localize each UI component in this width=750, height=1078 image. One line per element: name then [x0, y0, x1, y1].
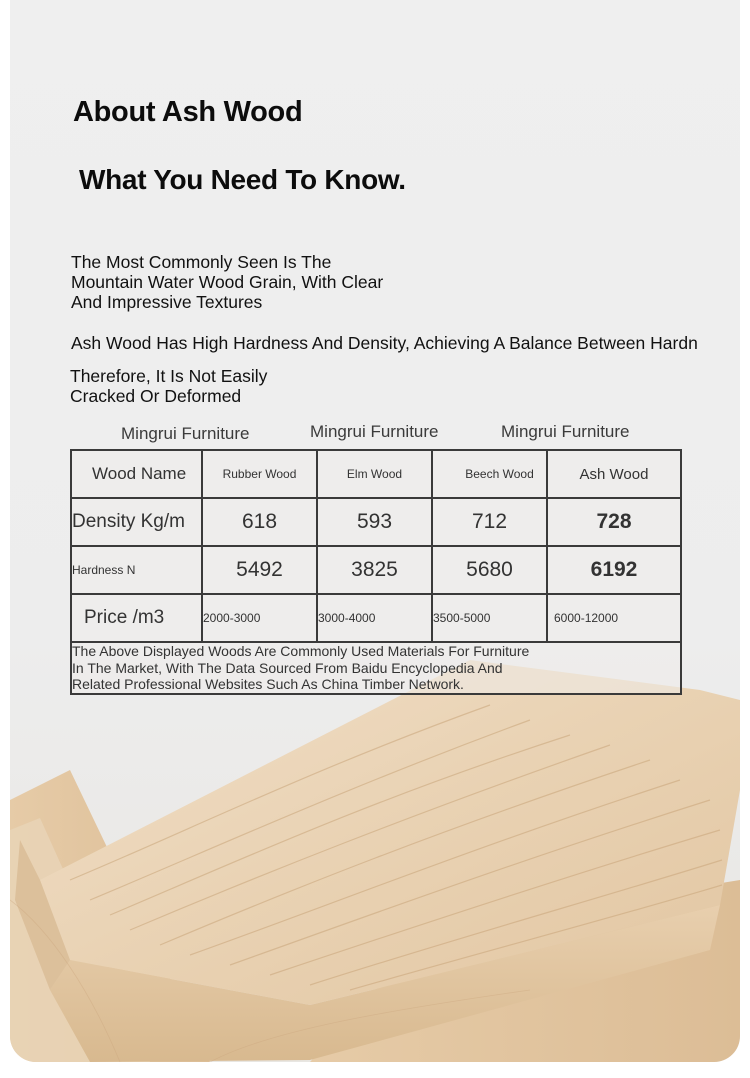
rubber-hardness: 5492	[202, 546, 317, 594]
durability-description	[70, 366, 267, 406]
rubber-price: 2000-3000	[202, 594, 317, 642]
elm-hardness: 3825	[317, 546, 432, 594]
brand-label: Mingrui Furniture	[501, 422, 630, 441]
elm-density: 593	[317, 498, 432, 546]
ash-density: 728	[547, 498, 681, 546]
note-line-2: In The Market, With The Data Sourced From Baidu Encyclopedia And	[72, 659, 503, 676]
hardness-label: Hardness N	[71, 546, 202, 594]
note-line-3: Related Professional Websites Such As China Timber Network.	[72, 676, 464, 692]
table-header-row	[71, 450, 681, 498]
table-note-row	[71, 642, 681, 694]
table-row	[71, 594, 681, 642]
beech-price: 3500-5000	[432, 594, 547, 642]
grain-line-3: And Impressive Textures	[71, 292, 263, 312]
grain-description	[71, 252, 383, 312]
rubber-density: 618	[202, 498, 317, 546]
page-subtitle: What You Need To Know.	[79, 164, 406, 195]
product-card	[10, 0, 740, 1062]
durability-line-2: Cracked Or Deformed	[70, 386, 242, 406]
elm-price: 3000-4000	[317, 594, 432, 642]
elm-wood-header: Elm Wood	[317, 450, 432, 498]
price-label: Price /m3	[71, 594, 202, 642]
wood-name-header: Wood Name	[71, 450, 202, 498]
rubber-wood-header: Rubber Wood	[202, 450, 317, 498]
grain-line-1: The Most Commonly Seen Is The	[71, 252, 332, 272]
ash-hardness: 6192	[547, 546, 681, 594]
page-title: About Ash Wood	[73, 96, 303, 128]
brand-label: Mingrui Furniture	[310, 422, 439, 441]
ash-price: 6000-12000	[547, 594, 681, 642]
table-row	[71, 546, 681, 594]
note-line-1: The Above Displayed Woods Are Commonly Used Materials For Furniture	[72, 643, 530, 659]
grain-line-2: Mountain Water Wood Grain, With Clear	[71, 272, 384, 292]
beech-density: 712	[432, 498, 547, 546]
beech-hardness: 5680	[432, 546, 547, 594]
durability-line-1: Therefore, It Is Not Easily	[70, 366, 268, 386]
beech-wood-header: Beech Wood	[432, 450, 547, 498]
wood-comparison-table	[70, 449, 682, 695]
table-row	[71, 498, 681, 546]
ash-wood-header: Ash Wood	[547, 450, 681, 498]
density-label: Density Kg/m	[71, 498, 202, 546]
brand-label: Mingrui Furniture	[121, 424, 250, 443]
hardness-description: Ash Wood Has High Hardness And Density, Achieving A Balance Between Hardn	[71, 333, 698, 353]
data-source-note	[71, 642, 681, 694]
